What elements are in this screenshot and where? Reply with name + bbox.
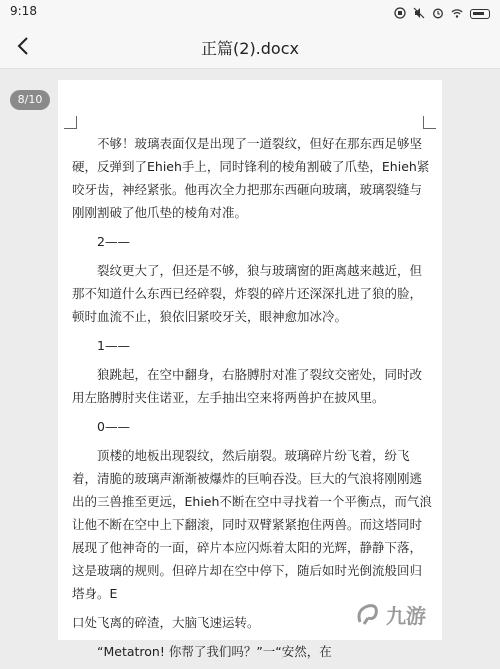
watermark-text: 九游: [386, 603, 426, 628]
mute-icon: [413, 4, 425, 23]
page-indicator: 8/10: [10, 90, 50, 110]
paragraph: 狼跳起，在空中翻身，右胳膊肘对准了裂纹交密处，同时改用左胳膊肘夹住诺亚，左手抽出空来将两兽护在披风里。: [72, 367, 423, 405]
app-bar: [0, 24, 500, 69]
paragraph: 顶楼的地板出现裂纹，然后崩裂。玻璃碎片纷飞着，纷飞着，清脆的玻璃声渐渐被爆炸的巨响吞没。巨大的气浪将刚刚逃出的三兽推至更远，Ehieh不断在空中寻找着一个平衡点，而气浪让他不断在空中上下翻滚，同时双臂紧紧抱住两兽。而这塔同时展现了他神奇的一面，碎片本应闪烁着太阳的光辉，静静下落，这是玻璃的规则。但碎片却在空中停下，随后如时光倒流般回归塔身。E: [72, 448, 432, 601]
paragraph: 口处飞离的碎渣，大脑飞速运转。: [72, 615, 260, 630]
sim-icon: [394, 4, 406, 23]
status-bar: [0, 0, 500, 24]
status-time: 9:18: [10, 4, 37, 18]
alarm-icon: [432, 4, 444, 23]
paragraph: 1——: [97, 338, 130, 353]
document-title: 正篇(2).docx: [201, 39, 299, 58]
swirl-logo-icon: [354, 600, 382, 628]
status-icons: [394, 4, 490, 23]
margin-corner-mark: [423, 116, 436, 129]
watermark: [346, 592, 434, 636]
wifi-icon: [451, 4, 463, 23]
document-page[interactable]: [58, 80, 442, 659]
paragraph: 裂纹更大了，但还是不够，狼与玻璃窗的距离越来越近，但那不知道什么东西已经碎裂，炸裂的碎片还深深扎进了狼的脸，顿时血流不止，狼依旧紧咬牙关，眼神愈加冰冷。: [72, 263, 423, 324]
margin-corner-mark: [64, 116, 77, 129]
battery-icon: [470, 9, 490, 19]
paragraph: 不够！玻璃表面仅是出现了一道裂纹，但好在那东西足够坚硬，反弹到了Ehieh手上，同时锋利的棱角割破了爪垫，Ehieh紧咬牙齿，神经紧张。他再次全力把那东西砸向玻璃，玻璃裂缝与刚刚割破了他爪垫的棱角对准。: [72, 136, 430, 220]
document-body: [72, 132, 434, 669]
paragraph: 2——: [97, 234, 130, 249]
paragraph: “Metatron! 你帮了我们吗？”一“安然，在: [97, 644, 332, 659]
paragraph: 0——: [97, 419, 130, 434]
